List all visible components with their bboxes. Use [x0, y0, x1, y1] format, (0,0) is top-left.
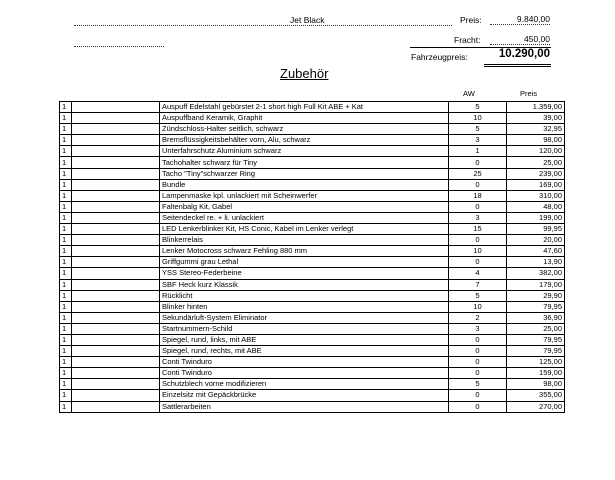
row-qty: 1	[60, 390, 72, 401]
row-aw: 0	[449, 368, 507, 379]
row-blank	[72, 102, 160, 113]
row-description: Spiegel, rund, rechts, mit ABE	[160, 346, 449, 357]
row-aw: 1	[449, 146, 507, 157]
row-description: Startnummern-Schild	[160, 323, 449, 334]
row-blank	[72, 201, 160, 212]
row-blank	[72, 212, 160, 223]
row-blank	[72, 135, 160, 146]
total-underline	[484, 64, 551, 67]
row-blank	[72, 379, 160, 390]
row-aw: 0	[449, 201, 507, 212]
row-qty: 1	[60, 312, 72, 323]
row-price: 39,00	[507, 113, 565, 124]
row-blank	[72, 290, 160, 301]
table-row	[60, 357, 565, 368]
row-description: Unterfahrschutz Aluminium schwarz	[160, 146, 449, 157]
row-aw: 18	[449, 190, 507, 201]
row-qty: 1	[60, 357, 72, 368]
table-row	[60, 290, 565, 301]
table-row	[60, 279, 565, 290]
table-row	[60, 301, 565, 312]
row-qty: 1	[60, 368, 72, 379]
row-aw: 0	[449, 357, 507, 368]
table-row	[60, 113, 565, 124]
freight-value: 450,00	[490, 34, 550, 45]
table-row	[60, 168, 565, 179]
row-price: 20,00	[507, 235, 565, 246]
row-aw: 7	[449, 279, 507, 290]
table-row	[60, 390, 565, 401]
row-description: Tacho "Tiny"schwarzer Ring	[160, 168, 449, 179]
row-price: 13,90	[507, 257, 565, 268]
row-price: 159,00	[507, 368, 565, 379]
row-qty: 1	[60, 301, 72, 312]
color-line	[74, 12, 452, 26]
price-label: Preis:	[460, 15, 482, 25]
row-qty: 1	[60, 323, 72, 334]
row-blank	[72, 368, 160, 379]
row-qty: 1	[60, 135, 72, 146]
row-qty: 1	[60, 334, 72, 345]
row-blank	[72, 168, 160, 179]
row-description: Spiegel, rund, links, mit ABE	[160, 334, 449, 345]
column-header-price: Preis	[520, 89, 538, 98]
total-label: Fahrzeugpreis:	[411, 52, 468, 62]
table-row	[60, 146, 565, 157]
row-price: 29,90	[507, 290, 565, 301]
row-aw: 5	[449, 102, 507, 113]
row-description: Seitendeckel re. + li. unlackiert	[160, 212, 449, 223]
row-qty: 1	[60, 157, 72, 168]
row-description: Auspuff Edelstahl gebürstet 2-1 short high Full Kit ABE + Kat	[160, 102, 449, 113]
row-price: 355,00	[507, 390, 565, 401]
row-aw: 0	[449, 257, 507, 268]
row-price: 47,60	[507, 246, 565, 257]
row-qty: 1	[60, 379, 72, 390]
row-aw: 5	[449, 379, 507, 390]
table-row	[60, 346, 565, 357]
table-row	[60, 124, 565, 135]
row-aw: 0	[449, 390, 507, 401]
table-row	[60, 368, 565, 379]
row-price: 25,00	[507, 157, 565, 168]
table-row	[60, 334, 565, 345]
table-row	[60, 201, 565, 212]
row-blank	[72, 301, 160, 312]
row-description: Sattlerarbeiten	[160, 401, 449, 412]
row-description: Einzelsitz mit Gepäckbrücke	[160, 390, 449, 401]
row-qty: 1	[60, 257, 72, 268]
row-aw: 10	[449, 301, 507, 312]
row-price: 179,00	[507, 279, 565, 290]
row-price: 79,95	[507, 301, 565, 312]
row-aw: 3	[449, 212, 507, 223]
row-qty: 1	[60, 146, 72, 157]
row-blank	[72, 179, 160, 190]
row-qty: 1	[60, 268, 72, 279]
row-qty: 1	[60, 246, 72, 257]
row-price: 48,00	[507, 201, 565, 212]
row-price: 270,00	[507, 401, 565, 412]
row-blank	[72, 390, 160, 401]
row-price: 79,95	[507, 346, 565, 357]
row-blank	[72, 279, 160, 290]
row-blank	[72, 401, 160, 412]
row-blank	[72, 124, 160, 135]
table-row	[60, 102, 565, 113]
row-qty: 1	[60, 201, 72, 212]
row-aw: 3	[449, 135, 507, 146]
table-row	[60, 179, 565, 190]
row-aw: 5	[449, 290, 507, 301]
table-row	[60, 246, 565, 257]
row-aw: 10	[449, 246, 507, 257]
row-description: Bremsflüssigkeitsbehälter vorn, Alu, schwarz	[160, 135, 449, 146]
row-description: Auspuffband Keramik, Graphit	[160, 113, 449, 124]
table-row	[60, 312, 565, 323]
row-price: 32,95	[507, 124, 565, 135]
row-price: 120,00	[507, 146, 565, 157]
row-description: Lampenmaske kpl. unlackiert mit Scheinwerfer	[160, 190, 449, 201]
table-row	[60, 323, 565, 334]
row-qty: 1	[60, 190, 72, 201]
table-row	[60, 257, 565, 268]
row-qty: 1	[60, 290, 72, 301]
row-aw: 0	[449, 157, 507, 168]
row-blank	[72, 357, 160, 368]
row-aw: 4	[449, 268, 507, 279]
row-price: 310,00	[507, 190, 565, 201]
row-aw: 0	[449, 334, 507, 345]
row-aw: 5	[449, 124, 507, 135]
row-description: Conti Twinduro	[160, 368, 449, 379]
row-price: 98,00	[507, 379, 565, 390]
row-qty: 1	[60, 401, 72, 412]
row-blank	[72, 224, 160, 235]
row-qty: 1	[60, 168, 72, 179]
row-blank	[72, 257, 160, 268]
price-value: 9.840,00	[490, 14, 550, 25]
freight-label: Fracht:	[454, 35, 481, 45]
row-aw: 0	[449, 401, 507, 412]
row-blank	[72, 190, 160, 201]
row-description: Zündschloss-Halter seitlich, schwarz	[160, 124, 449, 135]
row-price: 382,00	[507, 268, 565, 279]
row-aw: 10	[449, 113, 507, 124]
row-blank	[72, 312, 160, 323]
row-aw: 0	[449, 346, 507, 357]
row-description: Griffgummi grau Lethal	[160, 257, 449, 268]
table-row	[60, 268, 565, 279]
row-aw: 15	[449, 224, 507, 235]
row-price: 199,00	[507, 212, 565, 223]
row-blank	[72, 157, 160, 168]
table-row	[60, 379, 565, 390]
row-qty: 1	[60, 346, 72, 357]
table-row	[60, 190, 565, 201]
row-description: SBF Heck kurz Klassik	[160, 279, 449, 290]
row-description: YSS Stereo-Federbeine	[160, 268, 449, 279]
row-qty: 1	[60, 224, 72, 235]
accessories-heading: Zubehör	[280, 66, 329, 81]
row-aw: 25	[449, 168, 507, 179]
row-price: 99,95	[507, 224, 565, 235]
row-qty: 1	[60, 124, 72, 135]
row-description: Blinkerrelais	[160, 235, 449, 246]
row-description: Lenker Motocross schwarz Fehling 880 mm	[160, 246, 449, 257]
row-price: 36,90	[507, 312, 565, 323]
row-price: 169,00	[507, 179, 565, 190]
table-row	[60, 401, 565, 412]
table-row	[60, 212, 565, 223]
row-aw: 0	[449, 235, 507, 246]
row-blank	[72, 246, 160, 257]
table-row	[60, 157, 565, 168]
row-qty: 1	[60, 102, 72, 113]
row-qty: 1	[60, 235, 72, 246]
row-price: 125,00	[507, 357, 565, 368]
table-row	[60, 235, 565, 246]
row-description: Tachohalter schwarz für Tiny	[160, 157, 449, 168]
vehicle-color: Jet Black	[290, 15, 325, 25]
row-aw: 0	[449, 179, 507, 190]
total-value: 10.290,00	[498, 48, 550, 60]
row-description: Conti Twinduro	[160, 357, 449, 368]
row-price: 79,95	[507, 334, 565, 345]
row-description: Rücklicht	[160, 290, 449, 301]
row-description: LED Lenkerblinker Kit, HS Conic, Kabel im Lenker verlegt	[160, 224, 449, 235]
row-qty: 1	[60, 179, 72, 190]
row-blank	[72, 334, 160, 345]
row-description: Faltenbalg Kit, Gabel	[160, 201, 449, 212]
row-blank	[72, 346, 160, 357]
separator-line	[74, 46, 164, 47]
row-description: Sekundärluft-System Eliminator	[160, 312, 449, 323]
row-price: 1.359,00	[507, 102, 565, 113]
row-price: 239,00	[507, 168, 565, 179]
row-price: 98,00	[507, 135, 565, 146]
row-blank	[72, 146, 160, 157]
row-blank	[72, 323, 160, 334]
accessories-table	[59, 101, 565, 413]
row-blank	[72, 235, 160, 246]
row-qty: 1	[60, 212, 72, 223]
row-description: Blinker hinten	[160, 301, 449, 312]
table-row	[60, 224, 565, 235]
row-description: Schutzblech vorne modifizieren	[160, 379, 449, 390]
row-qty: 1	[60, 279, 72, 290]
row-description: Bundle	[160, 179, 449, 190]
table-row	[60, 135, 565, 146]
row-blank	[72, 268, 160, 279]
row-aw: 2	[449, 312, 507, 323]
column-header-aw: AW	[463, 89, 475, 98]
row-blank	[72, 113, 160, 124]
row-price: 25,00	[507, 323, 565, 334]
row-qty: 1	[60, 113, 72, 124]
row-aw: 3	[449, 323, 507, 334]
